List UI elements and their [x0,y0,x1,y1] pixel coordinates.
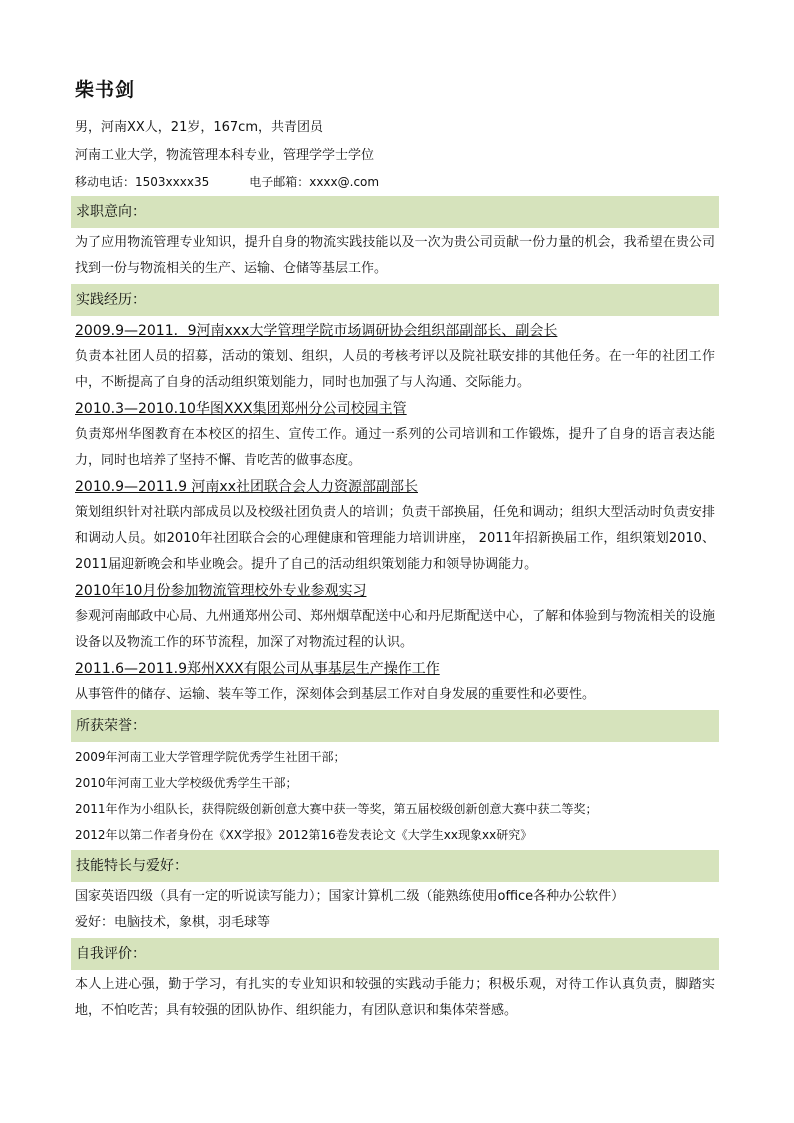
honor-item: 2011年作为小组队长，获得院级创新创意大赛中获一等奖，第五届校级创新创意大赛中获二等奖； [75,802,598,816]
education-info: 河南工业大学，物流管理本科专业，管理学学士学位 [75,148,375,163]
basic-info: 男，河南XX人，21岁，167cm，共青团员 [75,120,323,135]
section-header-objective: 求职意向： [71,196,719,228]
experience-description: 从事管件的储存、运输、装车等工作，深刻体会到基层工作对自身发展的重要性和必要性。 [75,687,596,702]
experience-title: 2010年10月份参加物流管理校外专业参观实习 [75,583,367,599]
honor-item: 2009年河南工业大学管理学院优秀学生社团干部； [75,750,346,764]
email-text: 电子邮箱：xxxx@.com [249,175,380,189]
section-header-experience: 实践经历： [71,284,719,316]
phone-text: 移动电话：1503xxxx35 [75,175,210,189]
experience-title: 2011.6—2011.9郑州XXX有限公司从事基层生产操作工作 [75,661,440,677]
skill-item: 爱好：电脑技术，象棋，羽毛球等 [75,915,271,930]
section-header-skills: 技能特长与爱好： [71,850,719,882]
section-header-self-evaluation: 自我评价： [71,938,719,970]
skill-item: 国家英语四级（具有一定的听说读写能力）；国家计算机二级（能熟练使用office各种办公软件） [75,889,625,904]
honor-item: 2010年河南工业大学校级优秀学生干部； [75,776,298,790]
experience-title: 2010.3—2010.10华图XXX集团郑州分公司校园主管 [75,401,407,417]
experience-description: 负责本社团人员的招募，活动的策划、组织，人员的考核考评以及院社联安排的其他任务。在一年的社团工作中，不断提高了自身的活动组织策划能力，同时也加强了与人沟通、交际能力。 [75,349,715,390]
experience-description: 策划组织针对社联内部成员以及校级社团负责人的培训；负责干部换届，任免和调动；组织大型活动时负责安排和调动人员。如2010年社团联合会的心理健康和管理能力培训讲座， 2011年招新换届工作，组织策划2010、2011届迎新晚会和毕业晚会。提升了自己的活动组织策划能力和领导协调能力。 [75,505,715,572]
honor-item: 2012年以第二作者身份在《XX学报》2012第16卷发表论文《大学生xx现象xx研究》 [75,828,533,842]
experience-description: 参观河南邮政中心局、九州通郑州公司、郑州烟草配送中心和丹尼斯配送中心，了解和体验到与物流相关的设施设备以及物流工作的环节流程，加深了对物流过程的认识。 [75,609,715,650]
experience-title: 2010.9—2011.9 河南xx社团联合会人力资源部副部长 [75,479,418,495]
section-header-honors: 所获荣誉： [71,710,719,742]
experience-description: 负责郑州华图教育在本校区的招生、宣传工作。通过一系列的公司培训和工作锻炼，提升了自身的语言表达能力，同时也培养了坚持不懈、肯吃苦的做事态度。 [75,427,715,468]
experience-title: 2009.9—2011．9河南xxx大学管理学院市场调研协会组织部副部长、副会长 [75,323,558,339]
contact-line [75,170,715,194]
resume-page [75,72,715,1024]
self-evaluation-text: 本人上进心强，勤于学习，有扎实的专业知识和较强的实践动手能力；积极乐观，对待工作认真负责，脚踏实地，不怕吃苦；具有较强的团队协作、组织能力，有团队意识和集体荣誉感。 [75,977,715,1018]
candidate-name: 柴书剑 [75,79,136,101]
objective-text: 为了应用物流管理专业知识，提升自身的物流实践技能以及一次为贵公司贡献一份力量的机会，我希望在贵公司找到一份与物流相关的生产、运输、仓储等基层工作。 [75,235,715,276]
